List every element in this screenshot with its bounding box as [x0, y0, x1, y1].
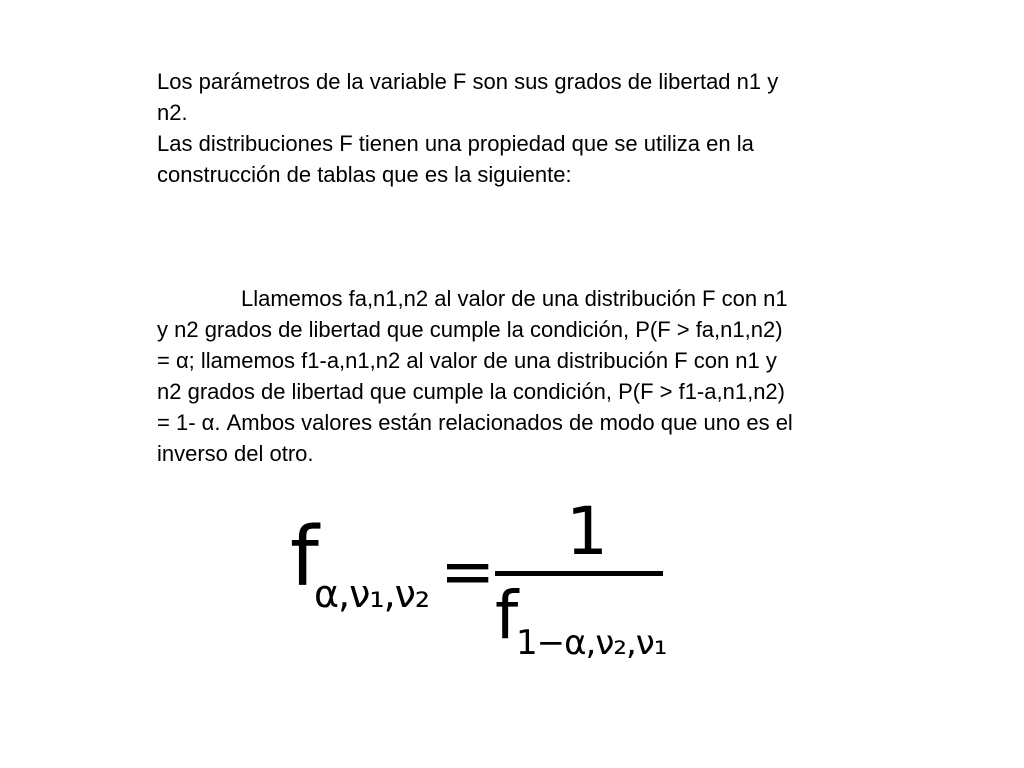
text-line: construcción de tablas que es la siguiente: — [157, 162, 572, 187]
formula-denominator-symbol: f — [495, 577, 519, 654]
text-line: Los parámetros de la variable F son sus grados de libertad n1 y — [157, 69, 779, 94]
text-line: inverso del otro. — [157, 441, 314, 466]
text-line-first — [157, 283, 917, 314]
text-line-content: Llamemos fa,n1,n2 al valor de una distribución F con n1 — [241, 286, 788, 311]
reciprocal-formula — [290, 495, 690, 675]
intro-paragraph — [157, 66, 917, 190]
text-line: n2. — [157, 100, 188, 125]
text-line: = α; llamemos f1-a,n1,n2 al valor de una distribución F con n1 y — [157, 348, 777, 373]
text-line: = 1- α. Ambos valores están relacionados de modo que uno es el — [157, 410, 793, 435]
text-line: Las distribuciones F tienen una propiedad que se utiliza en la — [157, 131, 754, 156]
formula-equals-sign: = — [440, 533, 496, 610]
formula-lhs-symbol: f — [290, 510, 319, 605]
text-line: n2 grados de libertad que cumple la condición, P(F > f1-a,n1,n2) — [157, 379, 785, 404]
formula-numerator: 1 — [566, 493, 608, 570]
formula-denominator-subscript: 1−α,ν₂,ν₁ — [516, 623, 667, 663]
definition-paragraph — [157, 283, 917, 469]
fraction-bar — [495, 571, 663, 576]
formula-lhs-subscript: α,ν₁,ν₂ — [314, 572, 430, 616]
text-line: y n2 grados de libertad que cumple la condición, P(F > fa,n1,n2) — [157, 317, 783, 342]
